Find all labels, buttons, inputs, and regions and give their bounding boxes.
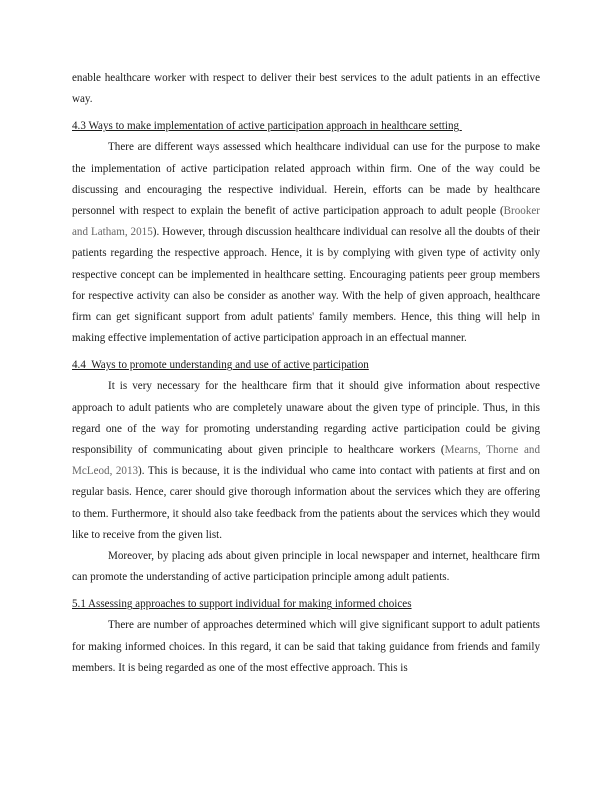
section-5-1-heading: 5.1 Assessing approaches to support individual for making informed choices [72, 598, 412, 611]
document-page [72, 68, 540, 679]
section-4-3-paragraph [72, 137, 540, 349]
intro-paragraph: enable healthcare worker with respect to deliver their best services to the adult patients in an effective way. [72, 72, 540, 106]
section-4-4-heading: 4.4 Ways to promote understanding and use of active participation [72, 359, 369, 372]
section-5-1-paragraph: There are number of approaches determined which will give significant support to adult patients for making informed choices. In this regard, it can be said that taking guidance from friends and family members. It is being regarded as one of the most effective approach. This is [72, 619, 540, 674]
section-4-3-text-before-citation: There are different ways assessed which healthcare individual can use for the purpose to make the implementation of active participation related approach within firm. One of the way could be discussing and encouraging the respective individual. Herein, efforts can be made by healthcare personnel with respect to explain the benefit of active participation approach to adult people ( [72, 141, 540, 218]
citation-mearns-thorne-mcleod: Mearns, Thorne and McLeod, 2013 [72, 444, 540, 478]
section-4-4-paragraph-1 [72, 376, 540, 546]
section-4-3-heading: 4.3 Ways to make implementation of active participation approach in healthcare setting [72, 120, 462, 133]
section-4-4-text-before-citation: It is very necessary for the healthcare firm that it should give information about respective approach to adult patients who are completely unaware about the given type of principle. Thus, in this regard one of the way for promoting understanding regarding active participation could be giving responsibility of communicating about given principle to healthcare workers ( [72, 380, 540, 457]
section-4-4-paragraph-2: Moreover, by placing ads about given principle in local newspaper and internet, healthcare firm can promote the understanding of active participation principle among adult patients. [72, 550, 540, 584]
citation-brooker-latham: Brooker and Latham, 2015 [72, 205, 540, 239]
section-4-4-text-after-citation: ). This is because, it is the individual who came into contact with patients at first and on regular basis. Hence, carer should give thorough information about the services which they are offering to them. Furthermore, it should also take feedback from the patients about the services which they would like to receive from the given list. [72, 465, 540, 541]
section-4-3-text-after-citation: ). However, through discussion healthcare individual can resolve all the doubts of their patients regarding the respective approach. Hence, it is by complying with given type of activity only respective concept can be implemented in healthcare setting. Encouraging patients peer group members for respective activity can also be consider as another way. With the help of given approach, healthcare firm can get significant support from adult patients' family members. Hence, this thing will help in making effective implementation of active participation approach in an effectual manner. [72, 226, 540, 345]
